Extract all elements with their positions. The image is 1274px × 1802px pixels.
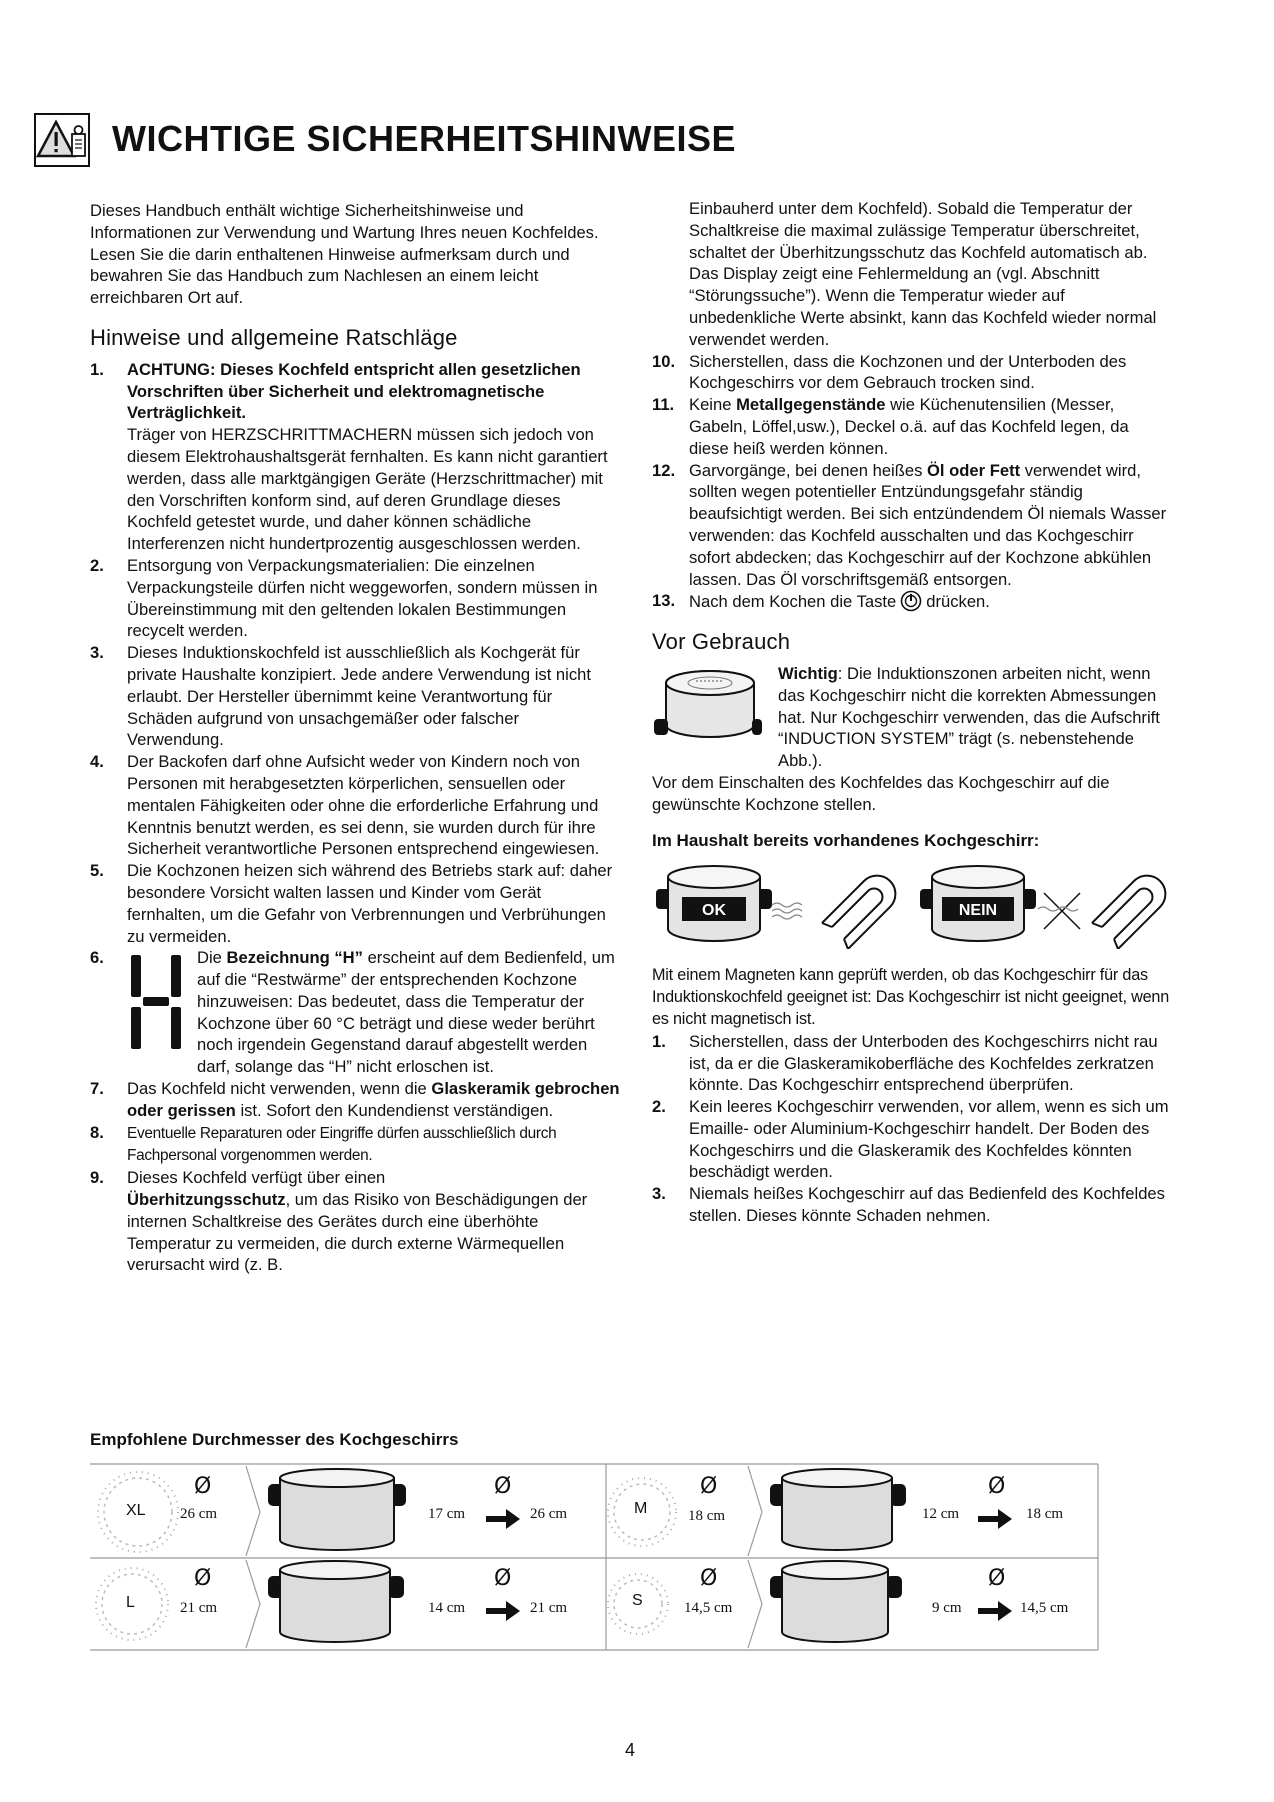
item-number: 9. — [90, 1168, 104, 1188]
item-number: 3. — [652, 1184, 666, 1204]
section-heading-hints: Hinweise und allgemeine Ratschläge — [90, 324, 458, 350]
zone-diameter: 21 cm — [180, 1600, 218, 1616]
diameter-symbol: Ø — [988, 1566, 1006, 1591]
item-bold-text: Überhitzungsschutz — [127, 1190, 286, 1210]
ok-label: OK — [702, 902, 726, 920]
page-header — [34, 112, 1234, 168]
pot-max-diameter: 14,5 cm — [1020, 1600, 1069, 1616]
nein-label: NEIN — [958, 902, 998, 920]
item-text: Entsorgung von Verpackungsmaterialien: Die einzelnen Verpackungsteile dürfen nicht weggeworfen, sondern müssen in Übereinstimmung mit den geltenden lokalen Bestimmungen recycelt werden. — [127, 555, 598, 641]
pot-icon — [268, 1561, 404, 1642]
item-number: 1. — [652, 1031, 666, 1051]
important-label: Wichtig — [778, 663, 838, 683]
diameter-symbol: Ø — [700, 1474, 718, 1499]
right-column — [652, 198, 1172, 1227]
magnet-attraction-icon — [772, 903, 802, 919]
item-number: 10. — [652, 351, 676, 371]
item-text: verwendet wird, sollten wegen potentieller Entzündungsgefahr ständig beaufsichtigt werden. Bei sich entzündendem Öl niemals Wasser verwenden: das Kochfeld ausschalten und das Kochgeschirr sofort abdecken; das Kochgeschirr auf der Kochzone abkühlen lassen. Das Öl vorschriftsgemäß entsorgen. — [689, 460, 1167, 589]
pot-icon — [770, 1469, 906, 1550]
diameter-table-grid — [90, 1462, 1100, 1652]
list-item — [652, 590, 1172, 613]
magnet-icon — [822, 876, 895, 949]
list-item — [652, 1031, 1172, 1096]
list-item — [90, 751, 620, 860]
list-item — [652, 460, 1172, 591]
zone-code: M — [634, 1500, 648, 1517]
residual-heat-h-icon — [127, 951, 185, 1053]
arrow-right-icon — [978, 1509, 1012, 1529]
item-text: Träger von HERZSCHRITTMACHERN müssen sich jedoch von diesem Elektrohaushaltsgerät fernhalten. Es kann nicht garantiert werden, dass alle marktgängigen Geräte (Herzschrittmacher) mit den Vorschriften konform sind, auf deren Grundlage dieses Kochfeld getestet wurde, und daher können schädliche Interferenzen nicht hundertprozentig ausgeschlossen werden. — [127, 425, 608, 554]
item-text: Die Kochzonen heizen sich während des Betriebs stark auf: daher besondere Vorsicht walten lassen und Kinder vom Gerät fernhalten, um die Gefahr von Verbrennungen und Verbrühungen zu vermeiden. — [127, 861, 613, 946]
ok-pot-icon — [656, 866, 772, 941]
existing-cookware-heading: Im Haushalt bereits vorhandenes Kochgeschirr: — [652, 830, 1040, 850]
item-number: 11. — [652, 395, 675, 415]
list-item — [90, 947, 620, 1078]
section-heading-before-use: Vor Gebrauch — [652, 629, 791, 655]
list-item — [90, 1167, 620, 1276]
item-text: wie Küchenutensilien (Messer, Gabeln, Löffel,usw.), Deckel o.ä. auf das Kochfeld legen, da diese heiß werden können. — [689, 395, 1129, 458]
list-item — [90, 555, 620, 642]
item-number: 1. — [90, 359, 104, 379]
item-text-pre: Dieses Kochfeld verfügt über einen — [127, 1168, 386, 1188]
zone-code: XL — [126, 1502, 146, 1519]
item-number: 6. — [90, 948, 104, 968]
zone-code: L — [126, 1594, 135, 1611]
left-column — [90, 200, 620, 1276]
important-text — [778, 663, 1172, 772]
item-text: Kein leeres Kochgeschirr verwenden, vor allem, wenn es sich um Emaille- oder Aluminium-Kochgeschirr handelt. Der Boden des Kochgeschirrs und die Glaskeramik des Kochfeldes könnten beschädigt werden. — [689, 1097, 1169, 1182]
power-button-icon — [900, 590, 922, 612]
list-item — [90, 359, 620, 555]
magnet-icon — [1092, 876, 1165, 949]
item-number: 13. — [652, 591, 676, 611]
zone-diameter: 14,5 cm — [684, 1600, 733, 1616]
diameter-symbol: Ø — [494, 1566, 512, 1591]
diameter-symbol: Ø — [700, 1566, 718, 1591]
before-use-list — [652, 1031, 1172, 1227]
item-number: 2. — [90, 555, 104, 575]
magnet-text: Mit einem Magneten kann geprüft werden, ob das Kochgeschirr für das Induktionskochfeld geeignet ist: Das Kochgeschirr ist nicht geeignet, wenn es nicht magnetisch ist. — [652, 966, 1170, 1028]
item-text-pre: Nach dem Kochen die Taste — [689, 592, 897, 612]
item-text: drücken. — [926, 592, 990, 612]
pot-max-diameter: 18 cm — [1026, 1506, 1064, 1522]
pot-min-diameter: 12 cm — [922, 1506, 960, 1522]
item-number: 3. — [90, 643, 104, 663]
item-text-pre: Die — [197, 948, 227, 968]
item-bold-text: Öl oder Fett — [927, 460, 1021, 480]
pot-min-diameter: 14 cm — [428, 1600, 466, 1616]
item-number: 4. — [90, 752, 104, 772]
arrow-right-icon — [486, 1601, 520, 1621]
intro-paragraph: Dieses Handbuch enthält wichtige Sicherheitshinweise und Informationen zur Verwendung und Wartung Ihres neuen Kochfeldes. Lesen Sie die darin enthaltenen Hinweise aufmerksam durch und bewahren Sie das Handbuch zum Nachlesen an einem leicht erreichbaren Ort auf. — [90, 201, 599, 308]
hints-list — [90, 359, 620, 1276]
diameter-heading: Empfohlene Durchmesser des Kochgeschirrs — [90, 1430, 459, 1449]
no-attraction-icon — [1038, 893, 1080, 929]
list-item — [652, 1183, 1172, 1227]
item-text-pre: Garvorgänge, bei denen heißes — [689, 460, 928, 480]
item-number: 12. — [652, 460, 676, 480]
item-bold-text: Glaskeramik gebrochen oder gerissen — [127, 1079, 620, 1120]
pot-icon — [268, 1469, 406, 1550]
item-text: ist. Sofort den Kundendienst verständigen. — [235, 1100, 554, 1120]
item-number: 8. — [90, 1122, 104, 1142]
diameter-symbol: Ø — [494, 1474, 512, 1499]
diameter-symbol: Ø — [988, 1474, 1006, 1499]
zone-diameter: 18 cm — [688, 1508, 726, 1524]
arrow-right-icon — [978, 1601, 1012, 1621]
list-item — [90, 1078, 620, 1122]
list-item — [652, 394, 1172, 459]
diameter-symbol: Ø — [194, 1566, 212, 1591]
item-bold-text: Bezeichnung “H” — [226, 948, 363, 968]
page-title: WICHTIGE SICHERHEITSHINWEISE — [112, 118, 737, 159]
list-item — [652, 351, 1172, 395]
item-text: Der Backofen darf ohne Aufsicht weder von Kindern noch von Personen mit herabgesetzten körperlichen, sensuellen oder mentalen Fähigkeiten oder ohne die erforderliche Erfahrung und Kenntnis benutzt werden, es sei denn, sie wurden durch für ihre Sicherheit verantwortliche Personen entsprechend eingewiesen. — [127, 752, 600, 859]
diameter-symbol: Ø — [194, 1474, 212, 1499]
arrow-right-icon — [486, 1509, 520, 1529]
pot-min-diameter: 9 cm — [932, 1600, 962, 1616]
important-body: : Die Induktionszonen arbeiten nicht, wenn das Kochgeschirr nicht die korrekten Abmessungen hat. Nur Kochgeschirr verwenden, das die Aufschrift “INDUCTION SYSTEM” trägt (s. nebenstehende Abb.). — [778, 663, 1160, 771]
list-item — [90, 1122, 620, 1168]
item-number: 5. — [90, 861, 104, 881]
place-text: Vor dem Einschalten des Kochfeldes das Kochgeschirr auf die gewünschte Kochzone stellen. — [652, 772, 1110, 814]
item-text: Niemals heißes Kochgeschirr auf das Bedienfeld des Kochfeldes stellen. Dieses könnte Schaden nehmen. — [689, 1184, 1165, 1226]
diameter-table — [90, 1462, 1100, 1652]
item-bold-text: ACHTUNG: Dieses Kochfeld entspricht allen gesetzlichen Vorschriften über Sicherheit und elektromagnetische Verträglichkeit. — [127, 359, 581, 423]
item-text: erscheint auf dem Bedienfeld, um auf die “Restwärme” der entsprechenden Kochzone hinzuweisen: Das bedeutet, dass die Temperatur der Kochzone über 60 °C beträgt und diese weder berührt noch irgendein Gegenstand darauf abgestellt werden darf, solange das “H” nicht erloschen ist. — [197, 948, 615, 1077]
pot-min-diameter: 17 cm — [428, 1506, 466, 1522]
zone-code: S — [632, 1592, 643, 1609]
pot-max-diameter: 21 cm — [530, 1600, 568, 1616]
item-text: , um das Risiko von Beschädigungen der internen Schaltkreise des Gerätes durch eine überhöhte Temperatur zu vermeiden, die durch externe Wärmequellen verursacht wird (z. B. — [127, 1190, 588, 1275]
induction-pot-icon — [652, 667, 764, 751]
item-text-pre: Keine — [689, 395, 737, 415]
list-item — [90, 860, 620, 947]
page-number: 4 — [625, 1740, 636, 1760]
item-number: 2. — [652, 1097, 666, 1117]
magnet-test-figure — [652, 863, 1172, 949]
item9-continuation: Einbauherd unter dem Kochfeld). Sobald die Temperatur der Schaltkreise die maximal zulässige Temperatur überschreitet, schaltet der Überhitzungsschutz das Kochfeld automatisch ab. Das Display zeigt eine Fehlermeldung an (vgl. Abschnitt “Störungssuche”). Wenn die Temperatur wieder auf unbedenkliche Werte absinkt, kann das Kochfeld wieder normal verwendet werden. — [689, 199, 1157, 349]
list-item — [652, 1096, 1172, 1183]
zone-diameter: 26 cm — [180, 1506, 218, 1522]
magnet-test-illustration — [652, 863, 1172, 949]
item-number: 7. — [90, 1079, 104, 1099]
item-text-pre: Das Kochfeld nicht verwenden, wenn die — [127, 1079, 432, 1099]
pot-max-diameter: 26 cm — [530, 1506, 568, 1522]
nein-pot-icon — [920, 866, 1036, 941]
warning-triangle-manual-icon — [34, 112, 90, 168]
hints-list-continued — [652, 351, 1172, 614]
item-text: Dieses Induktionskochfeld ist ausschließlich als Kochgerät für private Haushalte konzipiert. Jede andere Verwendung ist nicht erlaubt. Der Hersteller übernimmt keine Verantwortung für Schäden aufgrund von unsachgemäßer oder falscher Verwendung. — [127, 643, 591, 750]
list-item — [90, 642, 620, 751]
pot-icon — [770, 1561, 902, 1642]
item-text: Sicherstellen, dass die Kochzonen und der Unterboden des Kochgeschirrs vor dem Gebrauch trocken sind. — [689, 351, 1127, 393]
important-block — [652, 663, 1172, 772]
item-text: Sicherstellen, dass der Unterboden des Kochgeschirrs nicht rau ist, da er die Glaskeramikoberfläche des Kochfeldes zerkratzen könnte. Das Kochgeschirr entsprechend überprüfen. — [689, 1031, 1158, 1095]
item-bold-text: Metallgegenstände — [736, 395, 886, 415]
item-text: Eventuelle Reparaturen oder Eingriffe dürfen ausschließlich durch Fachpersonal vorgenommen werden. — [127, 1124, 557, 1165]
